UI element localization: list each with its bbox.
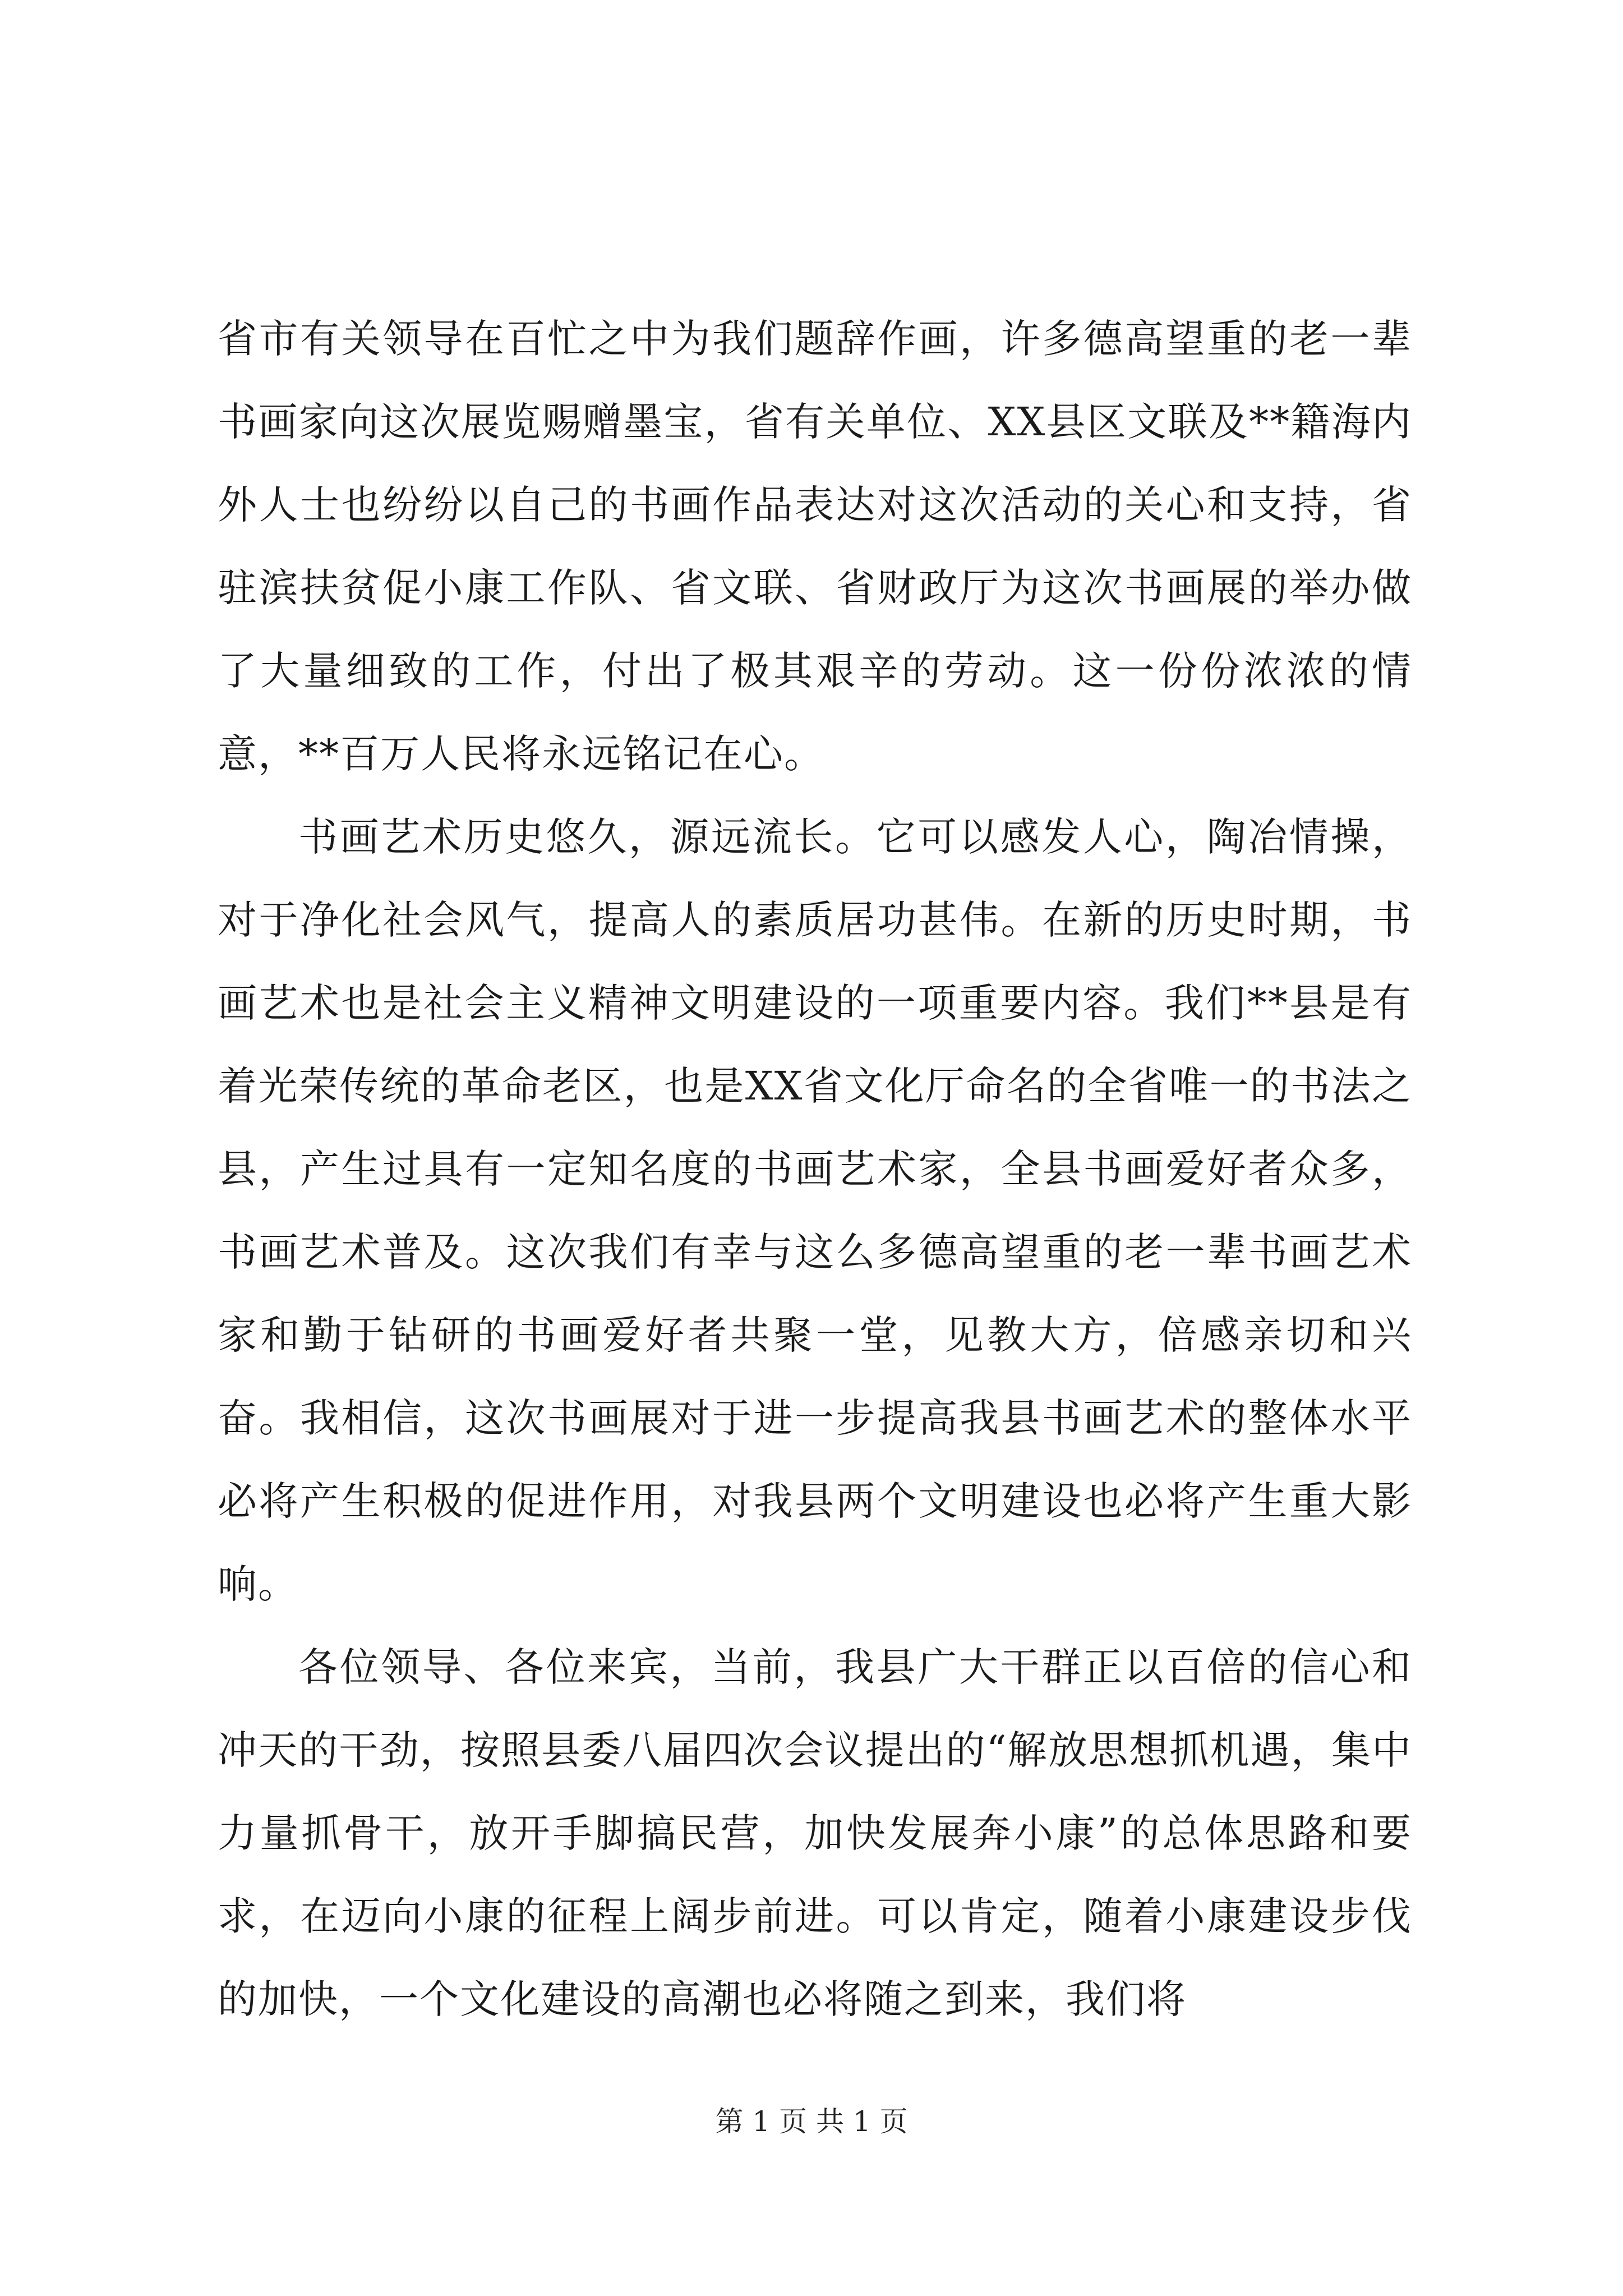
paragraph-2: 书画艺术历史悠久，源远流长。它可以感发人心，陶冶情操，对于净化社会风气，提高人的素质居功甚伟。在新的历史时期，书画艺术也是社会主义精神文明建设的一项重要内容。我们**县是有着光荣传统的革命老区，也是XX省文化厅命名的全省唯一的书法之县，产生过具有一定知名度的书画艺术家，全县书画爱好者众多，书画艺术普及。这次我们有幸与这么多德高望重的老一辈书画艺术家和勤于钻研的书画爱好者共聚一堂，见教大方，倍感亲切和兴奋。我相信，这次书画展对于进一步提高我县书画艺术的整体水平必将产生积极的促进作用，对我县两个文明建设也必将产生重大影响。 bbox=[218, 814, 1412, 1607]
page-footer: 第 1 页 共 1 页 bbox=[715, 2105, 908, 2138]
paragraph-1: 省市有关领导在百忙之中为我们题辞作画，许多德高望重的老一辈书画家向这次展览赐赠墨宝，省有关单位、XX县区文联及**籍海内外人士也纷纷以自己的书画作品表达对这次活动的关心和支持，省驻滨扶贫促小康工作队、省文联、省财政厅为这次书画展的举办做了大量细致的工作，付出了极其艰辛的劳动。这一份份浓浓的情意，**百万人民将永远铭记在心。 bbox=[218, 316, 1412, 777]
document-body bbox=[218, 297, 1412, 2041]
paragraph-3: 各位领导、各位来宾，当前，我县广大干群正以百倍的信心和冲天的干劲，按照县委八届四次会议提出的“解放思想抓机遇，集中力量抓骨干，放开手脚搞民营，加快发展奔小康”的总体思路和要求，在迈向小康的征程上阔步前进。可以肯定，随着小康建设步伐的加快，一个文化建设的高潮也必将随之到来，我们将 bbox=[218, 1644, 1412, 2022]
